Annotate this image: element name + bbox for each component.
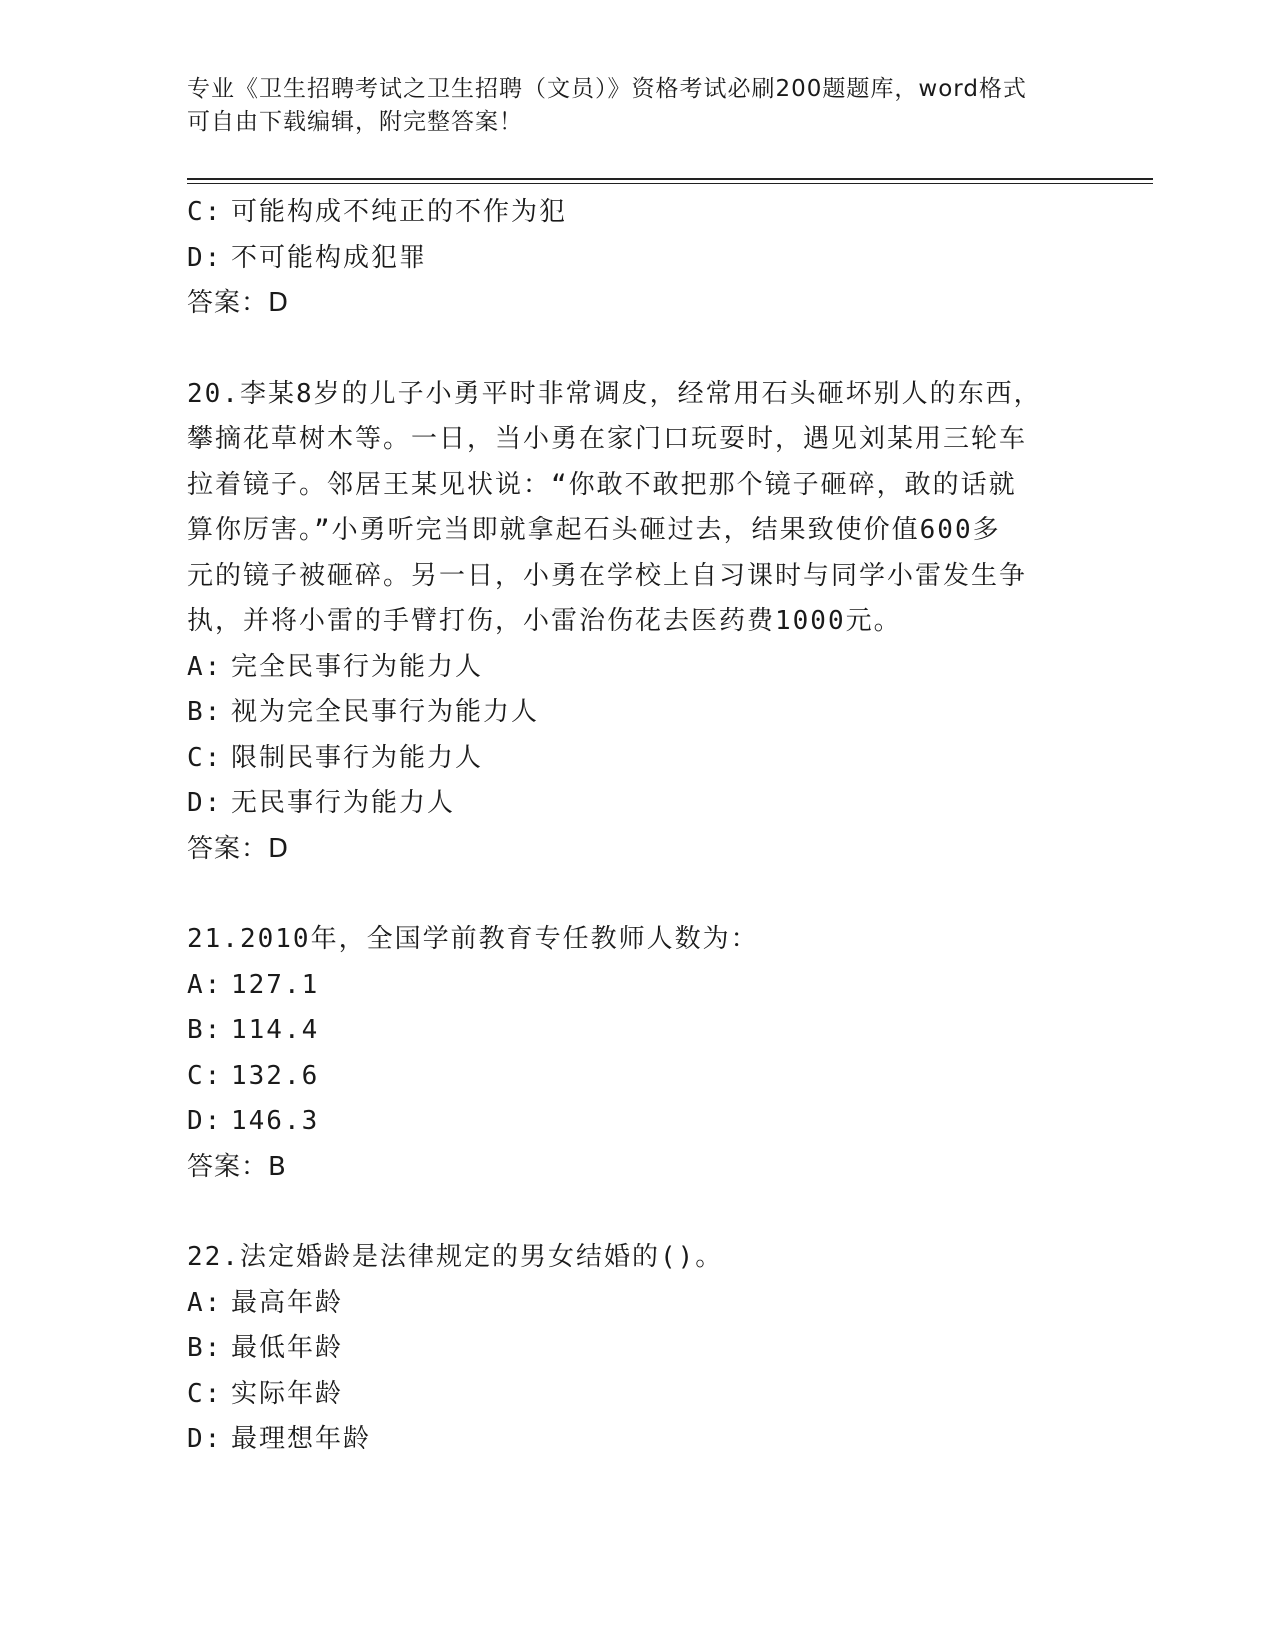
option-b	[187, 690, 1087, 736]
question-block-19	[187, 190, 1087, 327]
spacer	[187, 872, 1087, 917]
option-text: 可能构成不纯正的不作为犯	[231, 197, 568, 227]
option-c	[187, 1054, 1087, 1100]
option-b	[187, 1008, 1087, 1054]
option-d	[187, 236, 1087, 282]
answer-line: 答案：D	[187, 833, 290, 864]
option-d	[187, 1099, 1087, 1145]
option-label: C:	[187, 1378, 223, 1409]
option-label: D:	[187, 788, 223, 818]
option-label: C:	[187, 1060, 223, 1091]
option-label: A:	[187, 969, 223, 1000]
option-d	[187, 781, 1087, 827]
option-label: D:	[187, 242, 223, 273]
option-label: D:	[187, 1424, 223, 1454]
option-label: C:	[187, 197, 223, 227]
option-label: B:	[187, 697, 223, 727]
option-label: A:	[187, 651, 223, 682]
option-text: 最高年龄	[231, 1287, 344, 1318]
option-text: 不可能构成犯罪	[231, 242, 428, 273]
question-stem-line: 执，并将小雷的手臂打伤，小雷治伤花去医药费1000元。	[187, 606, 902, 636]
spacer	[187, 1190, 1087, 1235]
option-text: 限制民事行为能力人	[231, 742, 484, 773]
header-title-line-1: 专业《卫生招聘考试之卫生招聘（文员）》资格考试必刷200题题库，word格式	[187, 76, 1027, 102]
option-text: 视为完全民事行为能力人	[231, 697, 540, 727]
option-label: D:	[187, 1106, 223, 1136]
header-divider-thick	[187, 178, 1153, 180]
option-text: 完全民事行为能力人	[231, 651, 484, 682]
option-text: 实际年龄	[231, 1378, 344, 1409]
question-list	[187, 190, 1087, 1463]
option-text: 无民事行为能力人	[231, 788, 456, 818]
option-text: 最低年龄	[231, 1333, 344, 1363]
question-stem-line: 元的镜子被砸碎。另一日，小勇在学校上自习课时与同学小雷发生争	[187, 560, 1028, 591]
option-text: 127.1	[231, 969, 320, 1000]
option-b	[187, 1326, 1087, 1372]
answer-line: 答案：B	[187, 1151, 287, 1182]
question-stem-line: 算你厉害。”小勇听完当即就拿起石头砸过去，结果致使价值600多	[187, 515, 1001, 545]
option-label: C:	[187, 742, 223, 773]
question-stem-line: 攀摘花草树木等。一日，当小勇在家门口玩耍时，遇见刘某用三轮车	[187, 424, 1028, 454]
question-stem-line: 拉着镜子。邻居王某见状说：“你敢不敢把那个镜子砸碎，敢的话就	[187, 469, 1017, 500]
option-text: 132.6	[231, 1060, 320, 1091]
header-divider-thin	[187, 183, 1153, 184]
option-c	[187, 736, 1087, 782]
option-label: B:	[187, 1333, 223, 1363]
option-label: A:	[187, 1287, 223, 1318]
option-text: 114.4	[231, 1015, 320, 1045]
question-block-21	[187, 917, 1087, 1190]
option-a	[187, 963, 1087, 1009]
question-stem-line: 21.2010年，全国学前教育专任教师人数为：	[187, 924, 759, 954]
answer-line: 答案：D	[187, 288, 290, 318]
spacer	[187, 327, 1087, 372]
option-text: 146.3	[231, 1106, 320, 1136]
option-text: 最理想年龄	[231, 1424, 372, 1454]
option-c	[187, 190, 1087, 236]
document-header	[187, 73, 1067, 139]
question-block-22	[187, 1235, 1087, 1463]
question-block-20	[187, 372, 1087, 873]
option-a	[187, 645, 1087, 691]
option-c	[187, 1372, 1087, 1418]
option-a	[187, 1281, 1087, 1327]
question-stem-line: 20.李某8岁的儿子小勇平时非常调皮，经常用石头砸坏别人的东西，	[187, 378, 1042, 409]
option-label: B:	[187, 1015, 223, 1045]
header-title-line-2: 可自由下载编辑，附完整答案！	[187, 109, 523, 135]
question-stem-line: 22.法定婚龄是法律规定的男女结婚的()。	[187, 1242, 724, 1272]
option-d	[187, 1417, 1087, 1463]
